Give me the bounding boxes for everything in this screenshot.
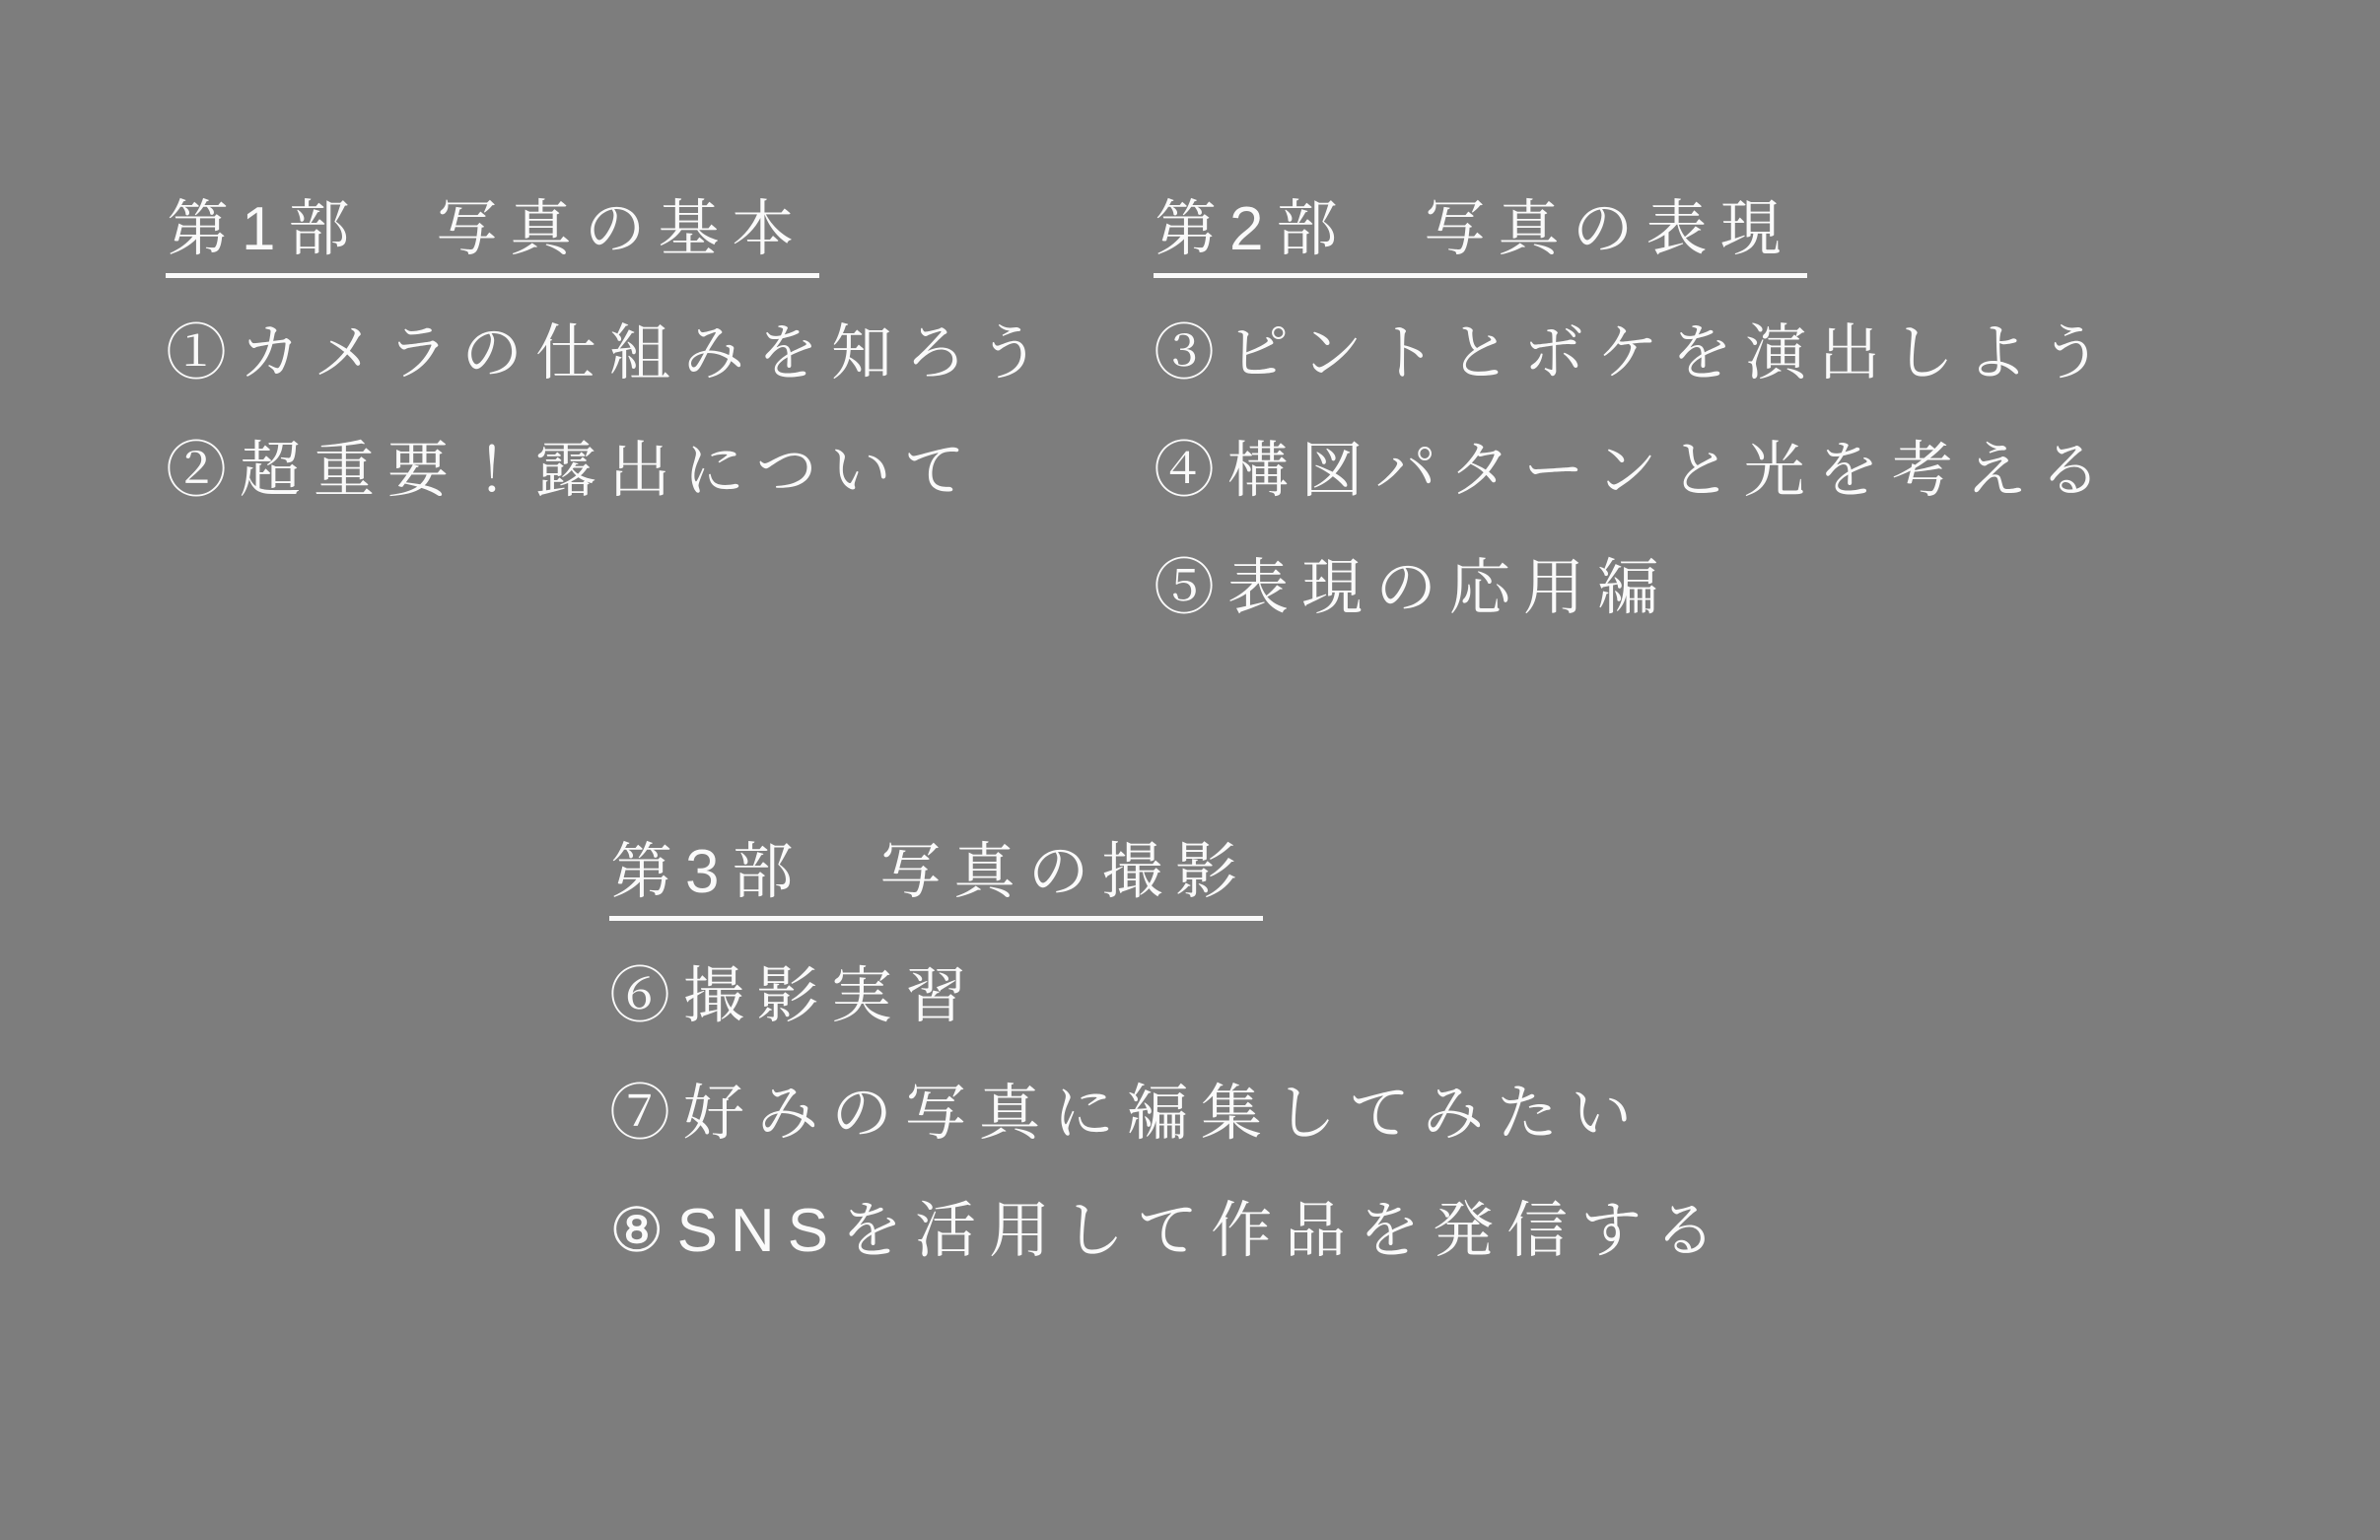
list-item-4-composition-light: ④構図パターンと光を考える	[1154, 437, 2114, 506]
list-item-3-focus-bokeh: ③ピントとボケを演出しよう	[1154, 319, 2116, 388]
list-item-1-camera-mechanism: ①カメラの仕組みを知ろう	[166, 319, 1054, 388]
section-part3-title: 第3部 写真の撮影	[609, 840, 1263, 921]
list-item-5-expression-advanced: ⑤表現の応用編	[1154, 554, 1672, 623]
section-part2-title: 第2部 写真の表現	[1154, 197, 1807, 278]
list-item-6-shooting-practice: ⑥撮影実習	[609, 962, 980, 1031]
section-part3	[609, 838, 1729, 1266]
list-item-8-sns-publishing: ⑧SNSを活用して作品を発信する	[609, 1197, 1729, 1266]
section-part2	[1154, 195, 2116, 623]
section-part1	[166, 195, 1054, 506]
list-item-2-exposure: ②超重要！露出について	[166, 437, 978, 506]
section-part1-title: 第1部 写真の基本	[166, 197, 819, 278]
list-item-7-photo-editing: ⑦好みの写真に編集してみたい	[609, 1080, 1645, 1149]
